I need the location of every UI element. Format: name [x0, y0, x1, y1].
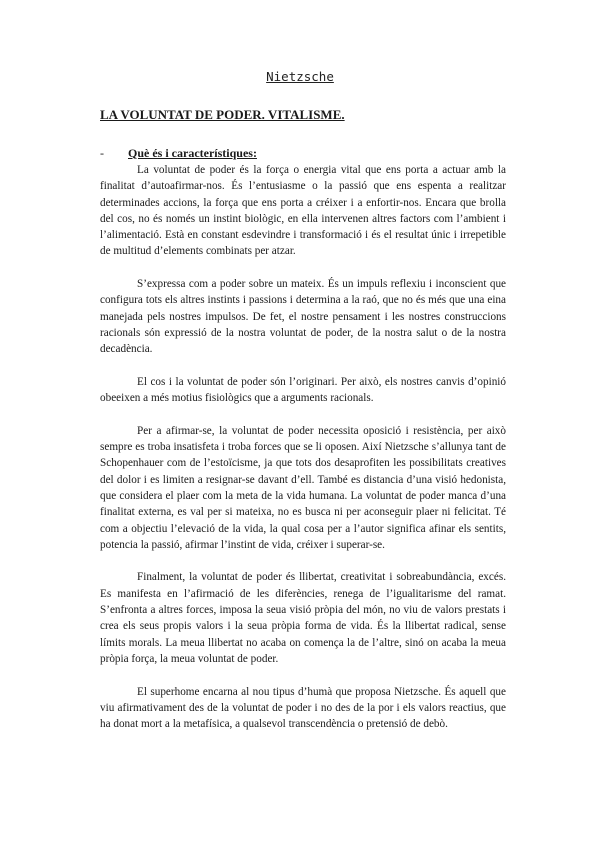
section-heading: LA VOLUNTAT DE PODER. VITALISME.: [100, 107, 345, 122]
subheading-text: Què és i característiques:: [128, 146, 257, 160]
paragraph: El superhome encarna al nou tipus d’humà que proposa Nietzsche. És aquell que viu afirmativament des de la voluntat de poder i no des de la por i els valors reactius, que ha donat mort a la metafísica, a qualsevol transcendència o pretensió de debò.: [100, 685, 506, 731]
bullet-dash: -: [100, 146, 104, 160]
paragraph: S’expressa com a poder sobre un mateix. És un impuls reflexiu i inconscient que configura tots els altres instints i passions i determina a la raó, que no és més que una eina manejada pels nostres impulsos. De fet, el nostre pensament i les nostres construccions racionals són expressió de la nostra voluntat de poder, de la nostra salut o de la nostra decadència.: [100, 278, 506, 356]
paragraph: El cos i la voluntat de poder són l’originari. Per això, els nostres canvis d’opinió obeeixen a més motius fisiològics que a arguments racionals.: [100, 375, 506, 405]
paragraph: Per a afirmar-se, la voluntat de poder necessita oposició i resistència, per això sempre es troba insatisfeta i troba forces que se li oposen. Així Nietzsche s’allunya tant de Schopenhauer com de l’estoïcisme, ja que tots dos desaprofiten les possibilitats creatives del dolor i es limiten a resignar-se davant d’ell. També es distancia d’una visió hedonista, que considera el plaer com la meta de la vida humana. La voluntat de poder manca d’una finalitat externa, es val per si mateixa, no es busca ni per aconseguir plaer ni felicitat. Té com a objectiu l’elevació de la vida, la qual cosa per a l’autor significa afinar els sentits, potencia la passió, afirmar l’instint de vida, créixer i superar-se.: [100, 424, 506, 551]
paragraph: Finalment, la voluntat de poder és llibertat, creativitat i sobreabundància, excés. Es manifesta en l’afirmació de les diferències, renega de l’igualitarisme del ramat. S’enfronta a altres forces, imposa la seua visió pròpia del món, no viu de valors prestats i crea els seus propis valors i la seua pròpia forma de vida. És la llibertat radical, sense límits morals. La meua llibertat no acaba on comença la de l’altre, sinó on acaba la meua pròpia força, la meua voluntat de poder.: [100, 571, 506, 665]
paragraph: La voluntat de poder és la força o energia vital que ens porta a actuar amb la finalitat d’autoafirmar-nos. És l’entusiasme o la passió que ens espenta a realitzar determinades accions, la força que ens porta a créixer i a enfortir-nos. Encara que brolla del cos, no és només un instint biològic, en ella intervenen altres factors com l’ambient i l’alimentació. Està en constant esdevindre i transformació i és el resultat únic i irrepetible de multitud d’elements combinats per atzar.: [100, 164, 506, 258]
body-text: [100, 162, 506, 749]
document-title: Nietzsche: [266, 69, 334, 84]
subheading: [100, 146, 257, 161]
